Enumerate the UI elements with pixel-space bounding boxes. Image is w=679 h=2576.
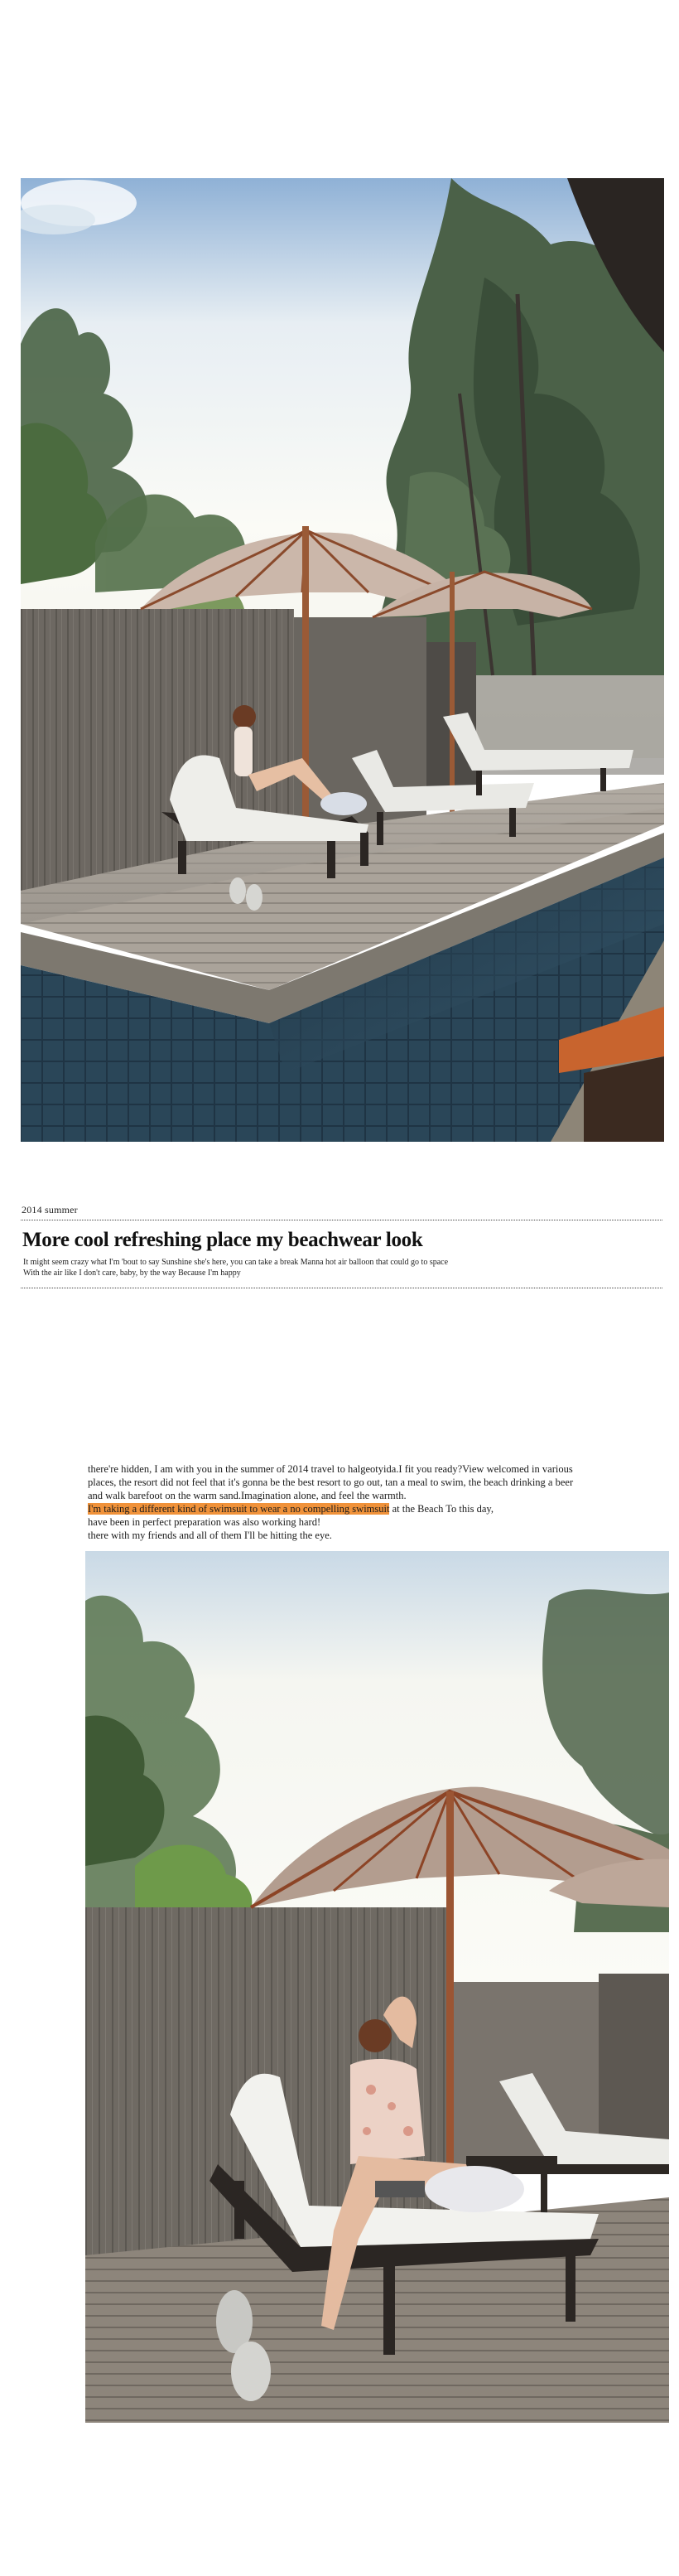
body-line-1: there're hidden, I am with you in the summer of 2014 travel to halgeotyida.I fit you ready?View welcomed in various: [88, 1463, 573, 1475]
post-title-block: [21, 1204, 662, 1288]
intro-line-1: It might seem crazy what I'm 'bout to say Sunshine she's here, you can take a break Manna hot air balloon that could go to space: [23, 1258, 449, 1267]
pool-deck-illustration: [21, 178, 664, 1142]
body-line-6: there with my friends and all of them I'll be hitting the eye.: [88, 1530, 332, 1541]
body-line-3: and walk barefoot on the warm sand.Imagination alone, and feel the warmth.: [88, 1490, 407, 1501]
lounger-umbrella-photo: [85, 1551, 669, 2423]
body-line-4-rest: at the Beach To this day,: [389, 1503, 494, 1515]
intro-line-2: With the air like I don't care, baby, by the way Because I'm happy: [23, 1269, 241, 1278]
body-line-5: have been in perfect preparation was also working hard!: [88, 1516, 321, 1528]
post-headline: More cool refreshing place my beachwear look: [22, 1229, 423, 1251]
season-label: 2014 summer: [22, 1204, 78, 1216]
lounger-umbrella-illustration: [85, 1551, 669, 2423]
body-paragraph: [88, 1462, 618, 1542]
pool-deck-loungers-photo: [21, 178, 664, 1142]
intro-text: [23, 1257, 662, 1278]
body-line-4: [88, 1502, 618, 1515]
body-line-2: places, the resort did not feel that it's gonna be the best resort to go out, tan a meal to swim, the beach drinking a beer: [88, 1476, 574, 1488]
highlighted-phrase: I'm taking a different kind of swimsuit to wear a no compelling swimsuit: [88, 1503, 390, 1515]
